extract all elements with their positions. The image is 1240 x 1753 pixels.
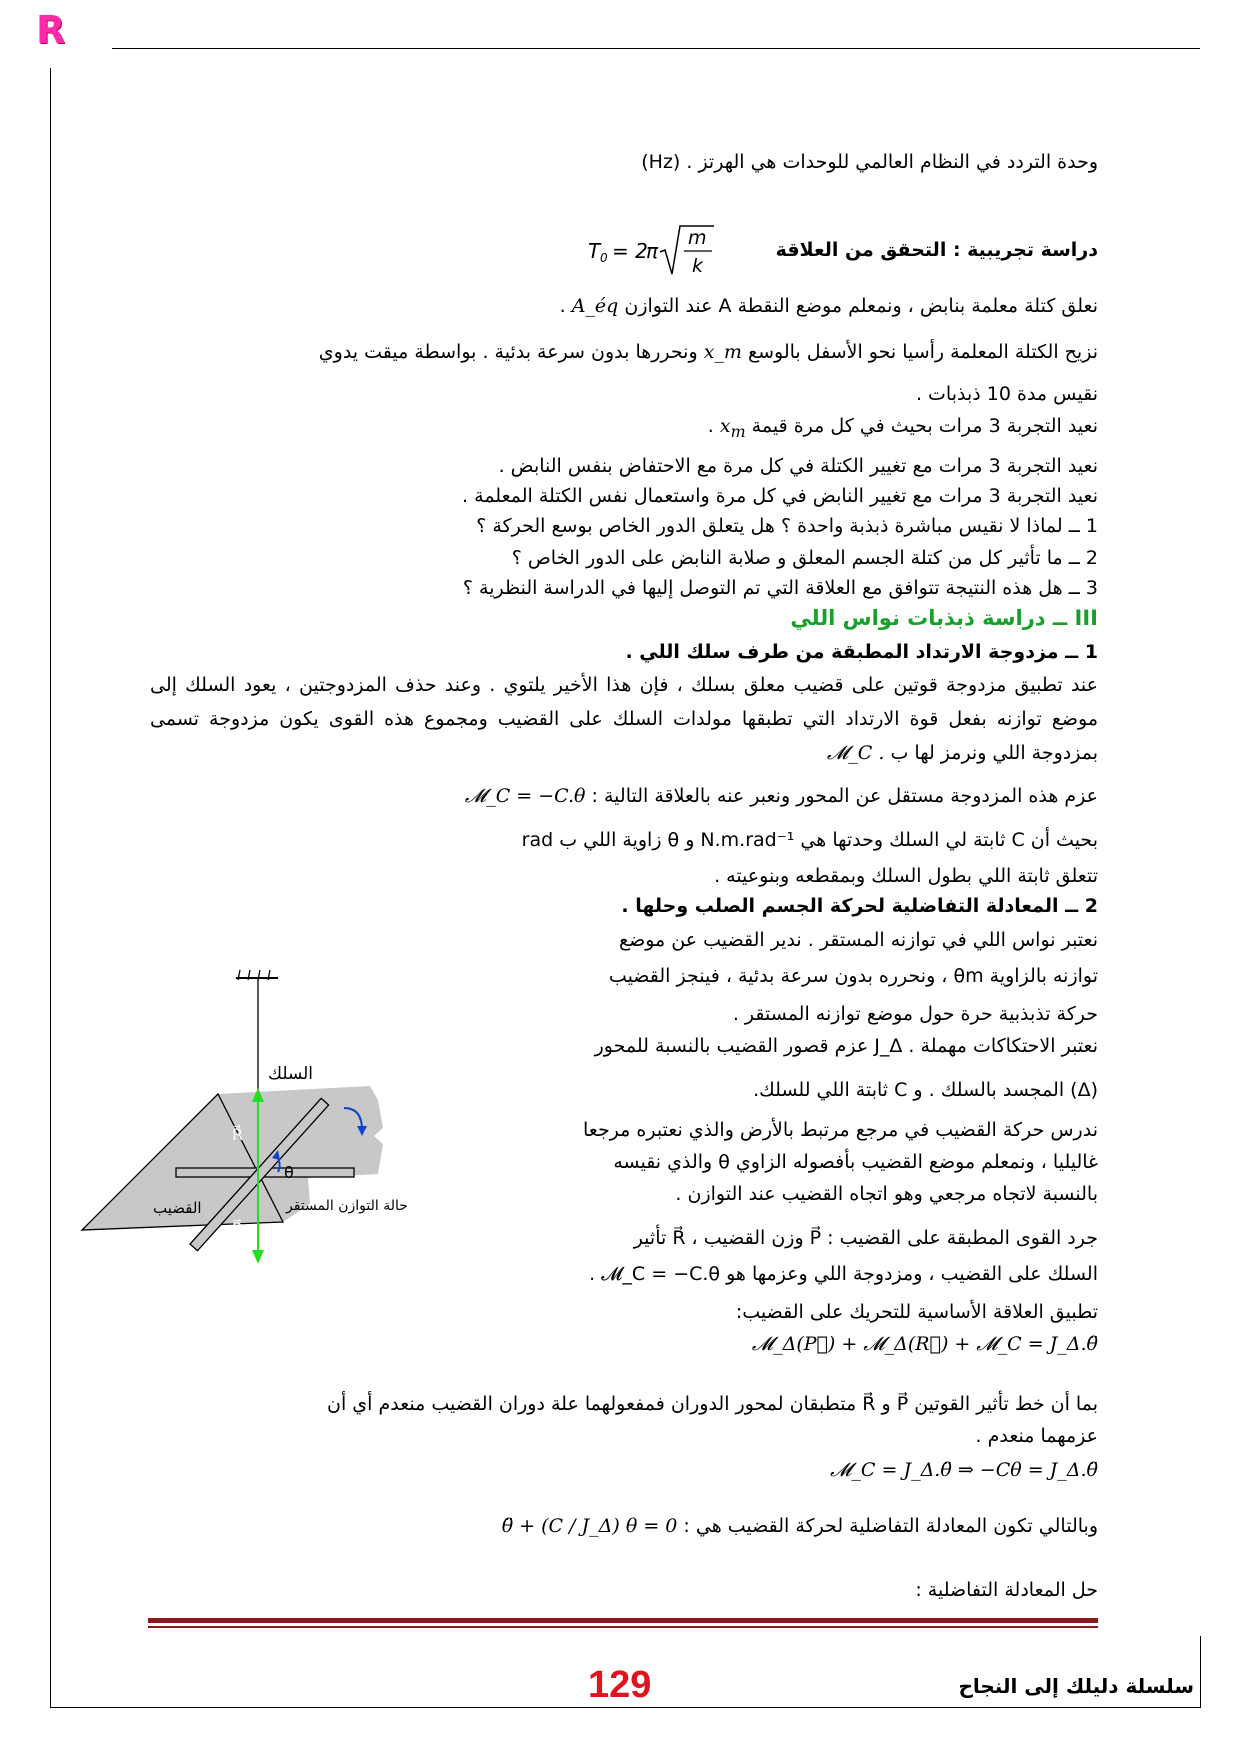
theta-label: θ (284, 1163, 294, 1182)
svg-text:π: π (646, 239, 659, 263)
question-2: 2 ــ ما تأثير كل من كتلة الجسم المعلق و صلابة النابض على الدور الخاص ؟ (511, 547, 1098, 569)
series-title: سلسلة دليلك إلى النجاح (958, 1674, 1194, 1698)
frame-top-rule (112, 48, 1200, 49)
line-moment-relation (465, 782, 1098, 810)
heading-torsion-couple: 1 ــ مزدوجة الارتداد المطبقة من طرف سلك اللي . (625, 641, 1098, 663)
col-line-8: بالنسبة لاتجاه مرجعي وهو اتجاه القضيب عند التوازن . (675, 1183, 1098, 1205)
heading-differential-equation: 2 ــ المعادلة التفاضلية لحركة الجسم الصلب وحلها . (621, 895, 1098, 917)
differential-equation-text: وبالتالي تكون المعادلة التفاضلية لحركة القضيب هي : (683, 1515, 1098, 1537)
col-line-3: حركة تذبذبية حرة حول موضع توازنه المستقر . (732, 1003, 1098, 1025)
paragraph-torsion (150, 668, 1098, 770)
line-constant-depends: تتعلق ثابتة اللي بطول السلك وبمقطعه وبنوعيته . (714, 865, 1098, 887)
p-vector-label: P⃗ (232, 1219, 242, 1238)
svg-text:= 2: = 2 (612, 239, 648, 263)
derivation-equation: 𝓜_C = J_Δ.θ̈ ⇒ −Cθ = J_Δ.θ̈ (830, 1459, 1098, 1481)
period-formula-svg (588, 222, 718, 282)
col-line-4: نعتبر الاحتكاكات مهملة . J_Δ عزم قصور القضيب بالنسبة للمحور (594, 1035, 1098, 1057)
mc-symbol: 𝓜_C . (827, 742, 885, 764)
col-line-1: نعتبر نواس اللي في توازنه المستقر . ندير القضيب عن موضع (618, 929, 1098, 951)
col-line-10: السلك على القضيب ، ومزدوجة اللي وعزمها هو 𝓜_C = −C.θ . (589, 1263, 1098, 1285)
frame-bottom-rule (50, 1707, 1201, 1708)
svg-text:T: T (588, 239, 601, 263)
displace-text-a: نزيح الكتلة المعلمة رأسيا نحو الأسفل بالوسع (747, 341, 1098, 363)
torsion-pendulum-figure (78, 968, 478, 1288)
col-line-2: توازنه بالزاوية θm ، ونحرره بدون سرعة بدئية ، فينجز القضيب (608, 965, 1098, 987)
hang-mass-text: نعلق كتلة معلمة بنابض ، ونمعلم موضع النقطة A عند التوازن (624, 295, 1098, 317)
col-line-5: (Δ) المجسد بالسلك . و C ثابتة اللي للسلك. (753, 1079, 1098, 1101)
mc-formula: 𝓜_C = −C.θ (464, 785, 586, 807)
question-1: 1 ــ لماذا لا نقيس مباشرة ذبذبة واحدة ؟ هل يتعلق الدور الخاص بوسع الحركة ؟ (476, 515, 1098, 537)
line-repeat-mass: نعيد التجربة 3 مرات مع تغيير الكتلة في كل مرة مع الاحتفاض بنفس النابض . (498, 455, 1098, 477)
frame-right-rule (1200, 1636, 1201, 1708)
units-line: وحدة التردد في النظام العالمي للوحدات هي الهرتز . (Hz) (641, 151, 1098, 173)
logo: R (36, 8, 67, 52)
col-line-9: جرد القوى المطبقة على القضيب : P⃗ وزن القضيب ، R⃗ تأثير (633, 1227, 1098, 1249)
fundamental-equation: 𝓜_Δ(P⃗) + 𝓜_Δ(R⃗) + 𝓜_C = J_Δ.θ̈ (751, 1333, 1098, 1355)
period-formula (588, 222, 718, 287)
differential-equation: θ̈ + (C / J_Δ) θ = 0 (501, 1515, 678, 1537)
footer-rule (148, 1618, 1098, 1623)
equation-fundamental (752, 1330, 1098, 1358)
torsion-paragraph-text: عند تطبيق مزدوجة قوتين على قضيب معلق بسلك ، فإن هذا الأخير يلتوي . وعند حذف المزدوجتين ، يعود السلك إلى موضع توازنه بفعل قوة الارتداد التي تطبقها مولدات السلك على القضيب ومجموع هذه القوى يكون مزدوجة تسمى بمزدوجة اللي ونرمز لها ب (150, 674, 1098, 764)
line-repeat-xm: نعيد التجربة 3 مرات بحيث في كل مرة قيمة $x_m$ . (708, 412, 1098, 446)
line-forces-axis: بما أن خط تأثير القوتين P⃗ و R⃗ متطبقان لمحور الدوران فمفعولهما علة دوران القضيب منعدم أي أن (327, 1393, 1098, 1415)
svg-text:0: 0 (600, 251, 608, 265)
rod-label: القضيب (153, 1199, 202, 1217)
col-line-6: ندرس حركة القضيب في مرجع مرتبط بالأرض والذي نعتبره مرجعا (582, 1119, 1098, 1141)
displace-text-b: ونحررها بدون سرعة بدئية . بواسطة ميقت يدوي (318, 341, 698, 363)
section-iii-title: III ــ دراسة ذبذبات نواس اللي (790, 606, 1098, 630)
line-differential-equation (502, 1512, 1098, 1540)
col-line-7: غاليليا ، ونمعلم موضع القضيب بأفصوله الزاوي θ والذي نقيسه (613, 1151, 1098, 1173)
frame-left-rule (50, 68, 51, 1708)
line-displace (319, 338, 1098, 366)
svg-text:m: m (688, 227, 707, 249)
section-experimental-title: دراسة تجريبية : التحقق من العلاقة (775, 239, 1098, 261)
footer-rule-thin (148, 1626, 1098, 1628)
a-eq-symbol: A_éq (571, 295, 619, 317)
equation-derivation (830, 1456, 1098, 1484)
moment-relation-text: عزم هذه المزدوجة مستقل عن المحور ونعبر عنه بالعلاقة التالية : (591, 785, 1098, 807)
line-hang-mass: نعلق كتلة معلمة بنابض ، ونمعلم موضع النقطة A عند التوازن A_éq . (560, 292, 1098, 320)
svg-text:k: k (692, 255, 704, 277)
r-vector-label: R⃗ (232, 1125, 244, 1144)
wire-label: السلك (268, 1064, 314, 1084)
col-line-11: تطبيق العلاقة الأساسية للتحريك على القضيب: (735, 1301, 1098, 1323)
question-3: 3 ــ هل هذه النتيجة تتوافق مع العلاقة التي تم التوصل إليها في الدراسة النظرية ؟ (462, 577, 1098, 599)
line-moment-zero: عزمهما منعدم . (975, 1425, 1098, 1447)
line-measure: نقيس مدة 10 ذبذبات . (915, 383, 1098, 405)
xm-symbol-2: $x_m$ (719, 415, 746, 441)
repeat-xm-text: نعيد التجربة 3 مرات بحيث في كل مرة قيمة (751, 415, 1098, 437)
line-solution-heading: حل المعادلة التفاضلية : (915, 1579, 1098, 1601)
equilibrium-label: حالة التوازن المستقر (286, 1198, 408, 1214)
line-repeat-spring: نعيد التجربة 3 مرات مع تغيير النابض في كل مرة واستعمال نفس الكتلة المعلمة . (462, 485, 1098, 507)
line-constant-unit: بحيث أن C ثابتة لي السلك وحدتها هي N.m.rad⁻¹ و θ زاوية اللي ب rad (521, 829, 1098, 851)
xm-symbol: x_m (703, 341, 742, 363)
page-number: 129 (588, 1664, 652, 1706)
